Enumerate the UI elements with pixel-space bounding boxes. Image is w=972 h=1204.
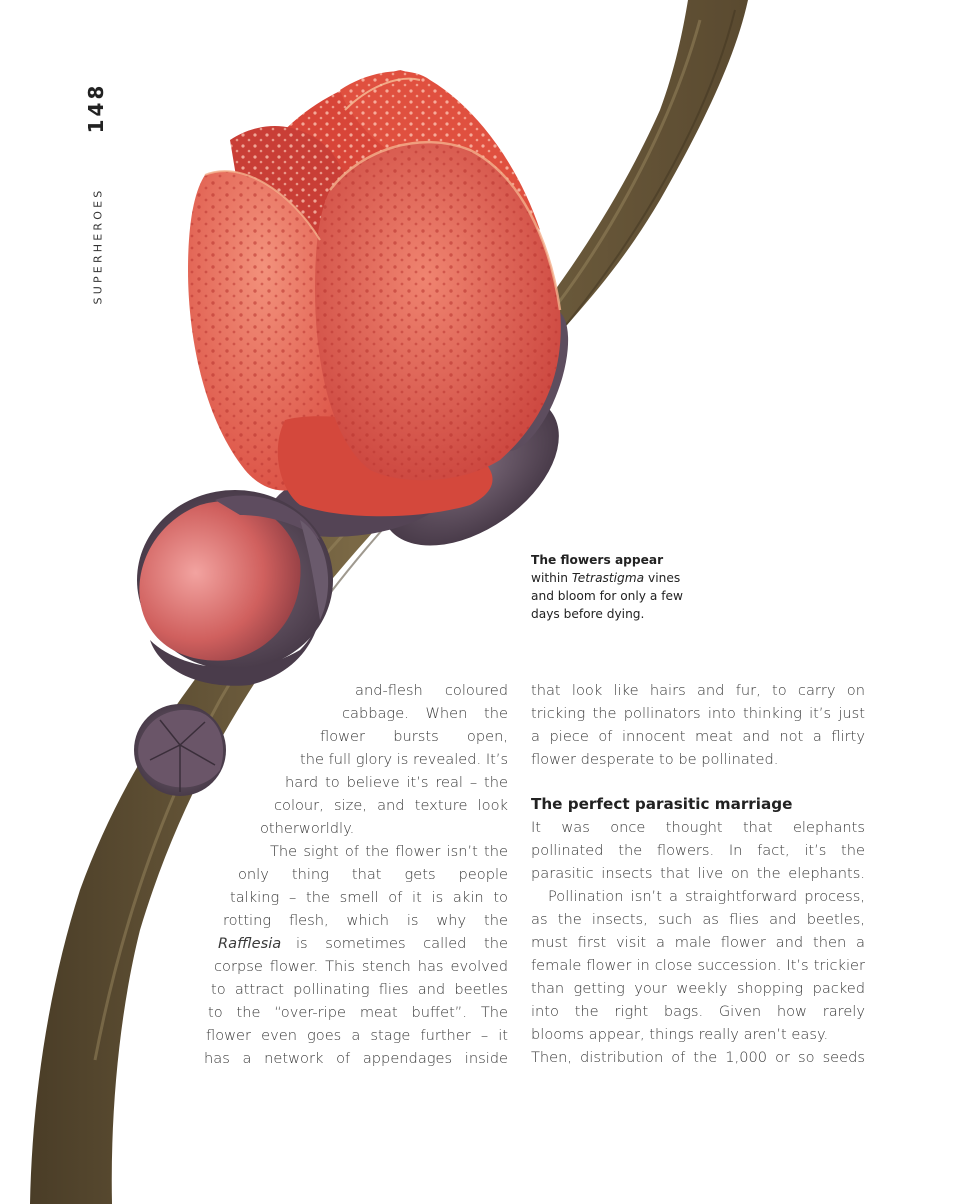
caption-genus: Tetrastigma xyxy=(571,571,645,585)
body-line: corpse flower. This stench has evolved xyxy=(214,958,508,975)
body-line: pollinated the flowers. In fact, it’s the xyxy=(531,842,865,859)
body-line: has a network of appendages inside xyxy=(204,1050,508,1067)
flower-bud-medium xyxy=(137,490,333,686)
page-number: 148 xyxy=(84,82,108,134)
body-line: blooms appear, things really aren’t easy. xyxy=(531,1026,829,1043)
body-genus: Rafflesia xyxy=(218,935,282,952)
caption-line-3: and bloom for only a few xyxy=(531,589,683,603)
body-line: into the right bags. Given how rarely xyxy=(531,1003,865,1020)
body-line: tricking the pollinators into thinking it’s just xyxy=(531,705,865,722)
body-line: a piece of innocent meat and not a flirty xyxy=(531,728,865,745)
body-line: and-flesh coloured xyxy=(355,682,508,699)
body-line: only thing that gets people xyxy=(238,866,508,883)
caption-line-4: days before dying. xyxy=(531,607,645,621)
body-line: flower bursts open, xyxy=(320,728,508,745)
body-line xyxy=(218,932,508,955)
body-line: Pollination isn’t a straightforward process, xyxy=(548,888,865,905)
body-line: otherworldly. xyxy=(260,820,355,837)
caption-line-2a: within xyxy=(531,571,572,585)
caption-line-1: The flowers appear xyxy=(531,553,664,567)
body-line: cabbage. When the xyxy=(342,705,508,722)
body-line: that look like hairs and fur, to carry on xyxy=(531,682,865,699)
body-line: as the insects, such as flies and beetles, xyxy=(531,911,865,928)
flower-bud-small xyxy=(134,704,226,796)
body-line: rotting flesh, which is why the xyxy=(223,912,508,929)
body-line: flower desperate to be pollinated. xyxy=(531,751,779,768)
body-line: parasitic insects that live on the elephants. xyxy=(531,865,865,882)
body-line: female flower in close succession. It’s trickier xyxy=(531,957,865,974)
body-line: It was once thought that elephants xyxy=(531,819,865,836)
body-line: to attract pollinating flies and beetles xyxy=(211,981,508,998)
body-line: talking – the smell of it is akin to xyxy=(230,889,508,906)
figure-caption xyxy=(531,551,731,623)
body-line: the full glory is revealed. It’s xyxy=(300,751,509,768)
body-line-rest: is sometimes called the xyxy=(296,935,508,952)
body-line: must first visit a male flower and then a xyxy=(531,934,865,951)
subheading: The perfect parasitic marriage xyxy=(531,795,793,813)
body-line: hard to believe it’s real – the xyxy=(285,774,508,791)
caption-line-2b: vines xyxy=(644,571,681,585)
body-line: flower even goes a stage further – it xyxy=(206,1027,508,1044)
body-line: than getting your weekly shopping packed xyxy=(531,980,865,997)
body-line: The sight of the flower isn’t the xyxy=(270,843,508,860)
section-title: SUPERHEROES xyxy=(91,187,105,305)
body-line: colour, size, and texture look xyxy=(274,797,508,814)
flower-bud-large xyxy=(188,70,561,516)
body-line: Then, distribution of the 1,000 or so seeds xyxy=(531,1049,865,1066)
body-line: to the “over-ripe meat buffet”. The xyxy=(208,1004,508,1021)
